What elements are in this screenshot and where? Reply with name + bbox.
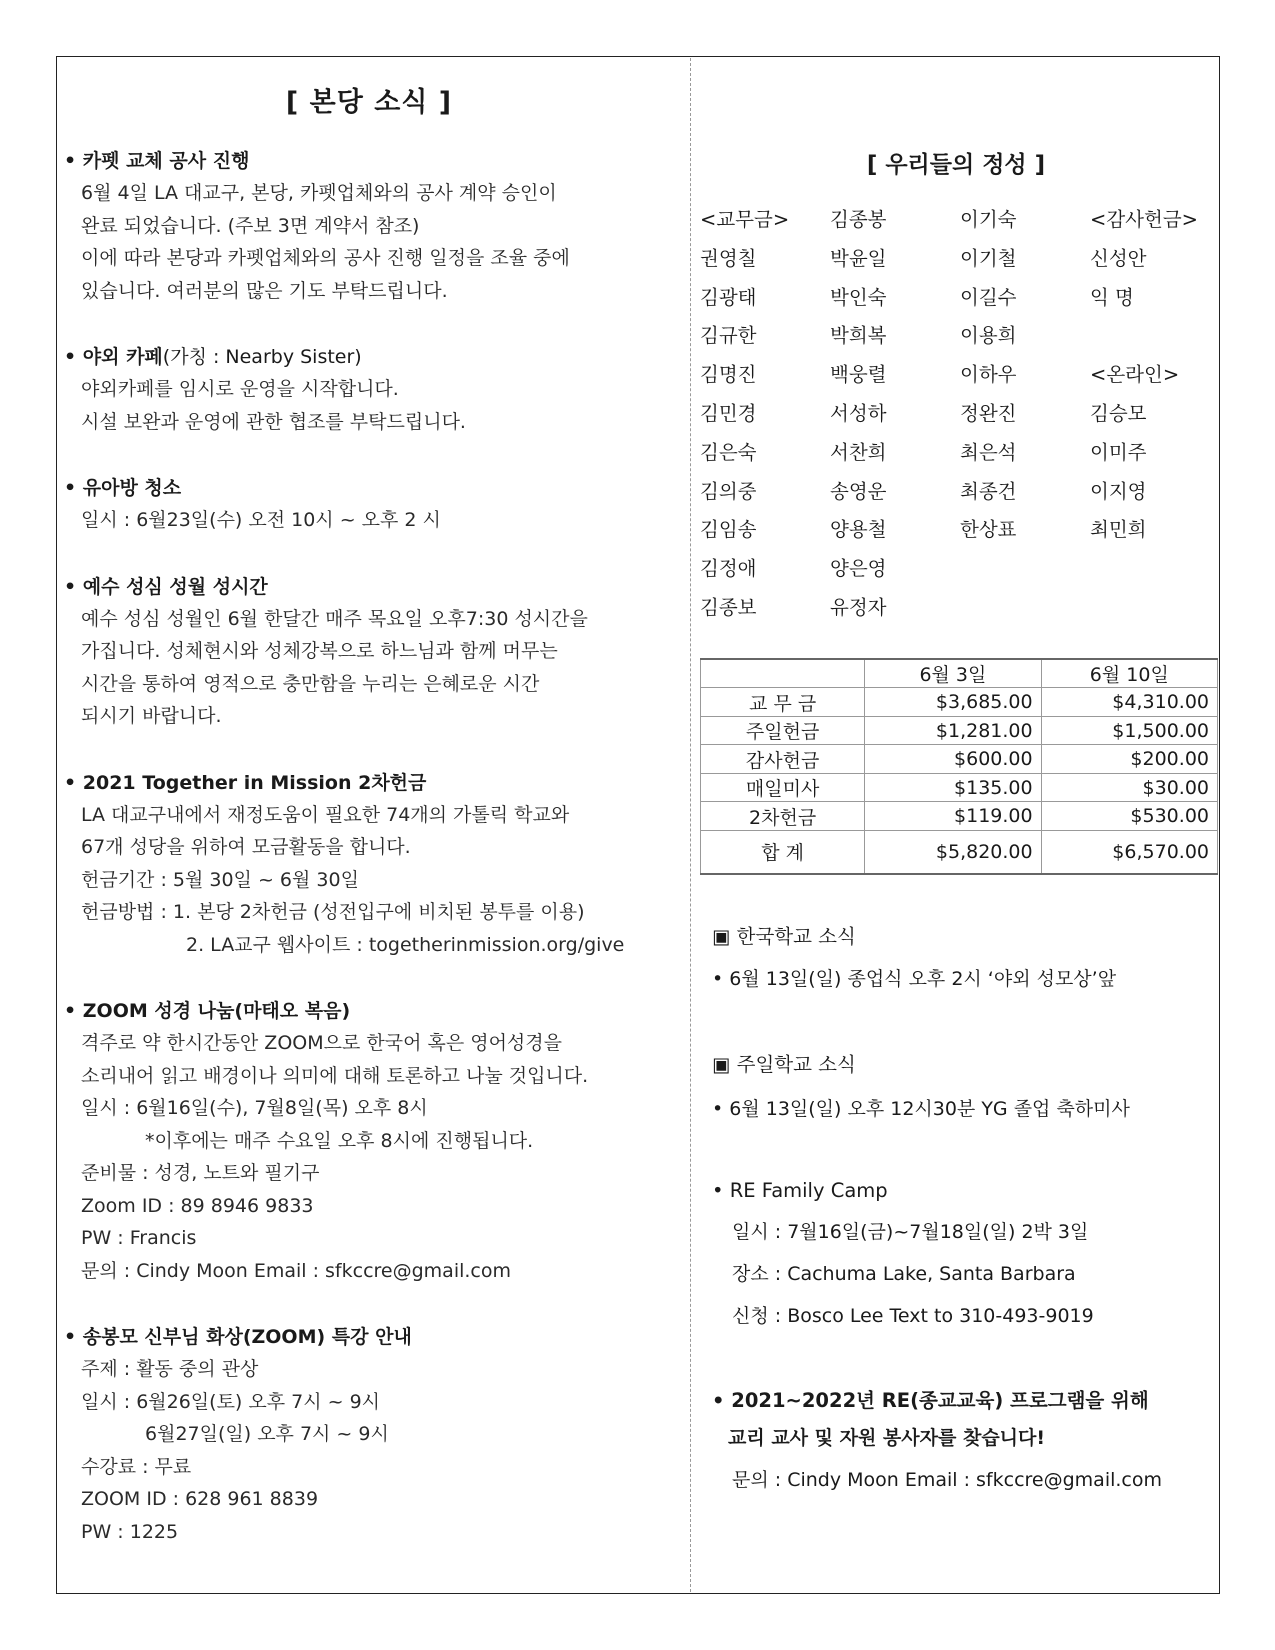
offerings-table xyxy=(700,658,1218,875)
donor-name: 김의중 xyxy=(700,479,757,503)
news-line: 되시기 바랍니다. xyxy=(81,705,222,727)
news-line: 헌금방법 : 1. 본당 2차헌금 (성전입구에 비치된 봉투를 이용) xyxy=(81,901,585,923)
news-line: *이후에는 매주 수요일 오후 8시에 진행됩니다. xyxy=(145,1129,534,1152)
donor-name xyxy=(960,550,1090,589)
section-line: 교리 교사 및 자원 봉사자를 찾습니다! xyxy=(728,1426,1046,1449)
donor-name: 이용희 xyxy=(960,324,1017,348)
section-title: • 2021~2022년 RE(종교교육) 프로그램을 위해 xyxy=(712,1388,1149,1412)
news-item-title: • ZOOM 성경 나눔(마태오 복음) xyxy=(64,1000,351,1022)
table-header-cell xyxy=(701,659,865,688)
donor-name: 박인숙 xyxy=(830,285,887,309)
donor-name: <온라인> xyxy=(1090,363,1180,387)
news-line: 수강료 : 무료 xyxy=(81,1455,192,1478)
korean-school-section xyxy=(700,921,1212,995)
news-item-zoom-lecture xyxy=(64,1321,674,1548)
news-line: Zoom ID : 89 8946 9833 xyxy=(81,1194,314,1217)
news-item-title-sub: (가칭 : Nearby Sister) xyxy=(162,346,362,368)
news-item-together-in-mission xyxy=(64,767,674,962)
section-line: 신청 : Bosco Lee Text to 310-493-9019 xyxy=(732,1304,1094,1327)
news-line: 있습니다. 여러분의 많은 기도 부탁드립니다. xyxy=(81,279,448,302)
re-program-section xyxy=(700,1385,1212,1501)
donor-name: 김정애 xyxy=(700,557,757,581)
row-label: 매일미사 xyxy=(701,773,865,802)
news-line: 67개 성당을 위하여 모금활동을 합니다. xyxy=(81,836,411,858)
donor-name: 서찬희 xyxy=(830,440,887,464)
news-line: 소리내어 읽고 배경이나 의미에 대해 토론하고 나눌 것입니다. xyxy=(81,1064,589,1087)
section-line: 문의 : Cindy Moon Email : sfkccre@gmail.com xyxy=(732,1468,1162,1491)
donor-name: 양용철 xyxy=(830,518,887,542)
row-value-june3: $600.00 xyxy=(865,745,1041,774)
news-item-title: • 2021 Together in Mission 2차헌금 xyxy=(64,771,427,794)
section-title: ▣ 주일학교 소식 xyxy=(712,1052,856,1076)
donor-name: <감사헌금> xyxy=(1090,208,1199,231)
offerings-header-row xyxy=(701,659,1218,688)
donor-name: 김민경 xyxy=(700,401,757,425)
news-line: 시간을 통하여 영적으로 충만함을 누리는 은혜로운 시간 xyxy=(81,672,540,695)
row-label: 교 무 금 xyxy=(701,688,865,717)
donor-name: 김광태 xyxy=(700,285,757,309)
news-line: 헌금기간 : 5월 30일 ~ 6월 30일 xyxy=(81,868,359,891)
table-row xyxy=(701,773,1218,802)
news-line: 가집니다. 성체현시와 성체강복으로 하느님과 함께 머무는 xyxy=(81,640,558,662)
news-line: ZOOM ID : 628 961 8839 xyxy=(81,1488,319,1510)
donor-name: 최은석 xyxy=(960,440,1017,464)
news-line: 완료 되었습니다. (주보 3면 계약서 참조) xyxy=(81,214,420,237)
donor-name: 김은숙 xyxy=(700,440,757,464)
news-line: 일시 : 6월23일(수) 오전 10시 ~ 오후 2 시 xyxy=(81,509,441,531)
table-header-cell: 6월 10일 xyxy=(1041,659,1217,688)
row-value-june3: $3,685.00 xyxy=(865,688,1041,717)
table-total-row xyxy=(701,830,1218,874)
donor-name: 권영칠 xyxy=(700,246,757,270)
donor-name: 김명진 xyxy=(700,363,757,387)
sunday-school-section xyxy=(700,1049,1212,1125)
donor-name: 이기철 xyxy=(960,246,1017,270)
donor-name: 최민희 xyxy=(1090,518,1147,542)
news-line: 이에 따라 본당과 카펫업체와의 공사 진행 일정을 조율 중에 xyxy=(81,247,570,269)
row-value-june3: $135.00 xyxy=(865,773,1041,802)
section-line: • 6월 13일(일) 오후 12시30분 YG 졸업 축하미사 xyxy=(712,1097,1130,1120)
parish-news-title: [ 본당 소식 ] xyxy=(285,87,453,118)
table-row xyxy=(701,688,1218,717)
donor-name: 양은영 xyxy=(830,557,887,581)
total-value-june10: $6,570.00 xyxy=(1041,830,1217,874)
news-item-title: • 송봉모 신부님 화상(ZOOM) 특강 안내 xyxy=(64,1326,412,1348)
donor-names-grid xyxy=(700,201,1212,628)
table-row xyxy=(701,716,1218,745)
news-item-title: • 유아방 청소 xyxy=(64,477,182,499)
news-line: 일시 : 6월16일(수), 7월8일(목) 오후 8시 xyxy=(81,1097,428,1119)
donor-name: 이길수 xyxy=(960,285,1017,309)
news-line: 6월 4일 LA 대교구, 본당, 카펫업체와의 공사 계약 승인이 xyxy=(81,182,557,204)
news-item-nursery-cleaning xyxy=(64,472,674,537)
row-label: 2차헌금 xyxy=(701,802,865,831)
news-line: 주제 : 활동 중의 관상 xyxy=(81,1358,259,1380)
news-line: 시설 보완과 운영에 관한 협조를 부탁드립니다. xyxy=(81,410,466,433)
news-line: 격주로 약 한시간동안 ZOOM으로 한국어 혹은 영어성경을 xyxy=(81,1032,562,1054)
row-value-june10: $4,310.00 xyxy=(1041,688,1217,717)
news-item-title-main: • 야외 카페 xyxy=(64,346,163,368)
family-camp-section xyxy=(700,1175,1212,1337)
donor-name: 김승모 xyxy=(1090,401,1147,425)
news-item-title xyxy=(64,341,674,373)
row-value-june10: $200.00 xyxy=(1041,745,1217,774)
donor-name: 김종봉 xyxy=(830,208,887,231)
total-label: 합 계 xyxy=(701,830,865,874)
row-value-june3: $119.00 xyxy=(865,802,1041,831)
column-divider xyxy=(690,58,691,1592)
news-line: 일시 : 6월26일(토) 오후 7시 ~ 9시 xyxy=(81,1390,381,1413)
donor-name: <교무금> xyxy=(700,208,790,231)
donor-name: 최종건 xyxy=(960,479,1017,503)
news-line: 준비물 : 성경, 노트와 필기구 xyxy=(81,1162,320,1184)
donor-name: 백웅렬 xyxy=(830,363,887,387)
table-row xyxy=(701,745,1218,774)
news-item-outdoor-cafe xyxy=(64,341,674,438)
row-label: 감사헌금 xyxy=(701,745,865,774)
donor-name: 박윤일 xyxy=(830,246,887,270)
donor-name xyxy=(1090,589,1212,628)
row-value-june10: $530.00 xyxy=(1041,802,1217,831)
donor-name: 이기숙 xyxy=(960,208,1017,231)
row-value-june10: $30.00 xyxy=(1041,773,1217,802)
news-item-title: • 예수 성심 성월 성시간 xyxy=(64,575,268,598)
news-line: 야외카페를 임시로 운영을 시작합니다. xyxy=(81,378,399,400)
news-item-zoom-bible xyxy=(64,995,674,1287)
news-line: 문의 : Cindy Moon Email : sfkccre@gmail.com xyxy=(81,1259,511,1282)
donor-name: 이하우 xyxy=(960,363,1017,387)
section-line: • 6월 13일(일) 종업식 오후 2시 ‘야외 성모상’앞 xyxy=(712,967,1117,990)
section-title: ▣ 한국학교 소식 xyxy=(712,924,856,948)
donor-name xyxy=(1090,317,1212,356)
donor-name: 이미주 xyxy=(1090,440,1147,464)
news-line: PW : 1225 xyxy=(81,1520,179,1543)
news-item-carpet xyxy=(64,145,674,307)
donor-name: 박희복 xyxy=(830,324,887,348)
donor-name: 김종보 xyxy=(700,595,757,619)
row-value-june3: $1,281.00 xyxy=(865,716,1041,745)
news-line: PW : Francis xyxy=(81,1227,197,1249)
donor-name: 송영운 xyxy=(830,479,887,503)
donor-name: 김규한 xyxy=(700,324,757,348)
donor-name: 김임송 xyxy=(700,518,757,542)
row-value-june10: $1,500.00 xyxy=(1041,716,1217,745)
section-line: 장소 : Cachuma Lake, Santa Barbara xyxy=(732,1262,1076,1285)
donor-name: 한상표 xyxy=(960,518,1017,542)
news-line: 예수 성심 성월인 6월 한달간 매주 목요일 오후7:30 성시간을 xyxy=(81,607,588,630)
donor-name: 서성하 xyxy=(830,401,887,425)
table-header-cell: 6월 3일 xyxy=(865,659,1041,688)
table-row xyxy=(701,802,1218,831)
news-item-title: • 카펫 교체 공사 진행 xyxy=(64,150,250,172)
donor-name: 이지영 xyxy=(1090,479,1147,503)
offerings-column xyxy=(700,146,1212,1501)
donor-name: 정완진 xyxy=(960,401,1017,425)
section-title: • RE Family Camp xyxy=(712,1178,888,1202)
offerings-title: [ 우리들의 정성 ] xyxy=(866,152,1046,178)
row-label: 주일헌금 xyxy=(701,716,865,745)
news-item-sacred-heart xyxy=(64,571,674,733)
section-line: 일시 : 7월16일(금)~7월18일(일) 2박 3일 xyxy=(732,1220,1089,1243)
donor-name: 유정자 xyxy=(830,595,887,619)
news-line: 6월27일(일) 오후 7시 ~ 9시 xyxy=(145,1423,389,1445)
donor-name: 익 명 xyxy=(1090,285,1134,309)
total-value-june3: $5,820.00 xyxy=(865,830,1041,874)
parish-news-column xyxy=(64,80,674,1582)
news-line: 2. LA교구 웹사이트 : togetherinmission.org/give xyxy=(186,933,625,956)
donor-name xyxy=(960,589,1090,628)
news-line: LA 대교구내에서 재정도움이 필요한 74개의 가톨릭 학교와 xyxy=(81,803,570,826)
donor-name: 신성안 xyxy=(1090,246,1147,270)
donor-name xyxy=(1090,550,1212,589)
